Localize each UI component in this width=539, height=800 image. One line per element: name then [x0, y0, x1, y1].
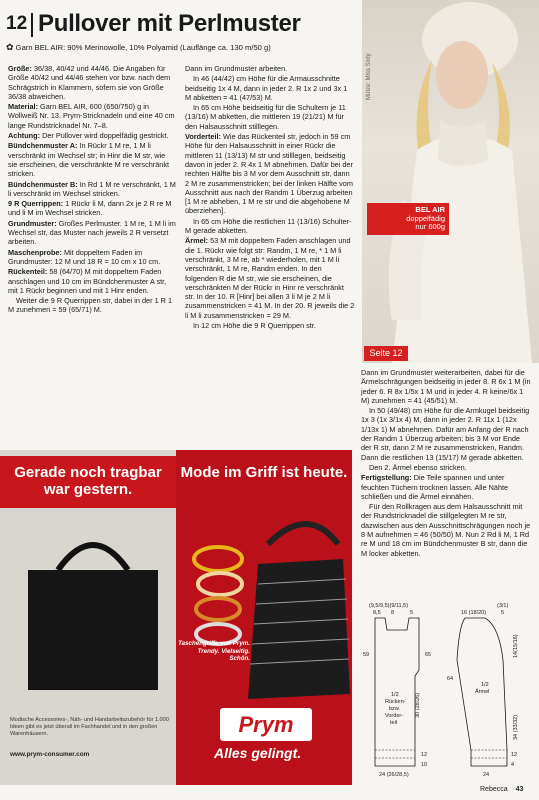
paragraph: Material: Garn BEL AIR, 600 (650/750) g in Wollweiß Nr. 13. Prym-Stricknadeln und eine 40 cm lange Rundstricknadel Nr. 7–8. [8, 102, 175, 130]
back-seg3: 5 [410, 610, 414, 616]
yarn-logo-icon: ✿ [6, 42, 14, 52]
back-seg2: 8 [391, 610, 395, 616]
prym-logo: Prym [220, 708, 312, 741]
paragraph: Bündchenmuster B: In Rd 1 M re verschränkt, 1 M li verschränkt im Wechsel stricken. [8, 179, 176, 198]
ad-url: www.prym-consumer.com [10, 751, 90, 758]
paragraph: In 46 (44/42) cm Höhe für die Armausschnitte beidseitig 1x 4 M, dann in jeder 2. R 1x 2 und 3x 1 M abketten = 41 (47/53) M. [185, 74, 348, 102]
paragraph: Weiter die 9 R Querrippen str, dabei in der 1 R 1 M zunehmen = 59 (65/71) M. [8, 296, 173, 315]
sleeve-h5: 4 [511, 762, 515, 768]
paragraph: Dann im Grundmuster arbeiten. [185, 64, 288, 73]
sleeve-h4: 12 [511, 752, 518, 758]
pattern-schematic [361, 600, 536, 782]
instructions-column-1 [8, 64, 176, 316]
paragraph: Maschenprobe: Mit doppeltem Faden im Grundmuster: 12 M und 18 R = 10 cm x 10 cm. [8, 247, 161, 266]
back-label-1: 1/2 [391, 692, 399, 698]
page-reference: Seite 12 [364, 346, 408, 361]
back-h5: 10 [421, 762, 428, 768]
sleeve-label-1: 1/2 [481, 682, 489, 688]
black-tote-bag-image [18, 530, 168, 700]
paragraph: Größe: 36/38, 40/42 und 44/46. Die Angaben für Größe 40/42 und 44/46 stehen vor bzw. nach dem Schrägstrich in Klammern, sofern sie von Größe 36/38 abweichen. [8, 64, 171, 101]
model-photo [362, 0, 539, 363]
ad-left-headline: Gerade noch tragbar war gestern. [0, 456, 176, 508]
paragraph: Bündchenmuster A: In Rückr 1 M re, 1 M li verschränkt im Wechsel str; in Hinr die M str, wie sie erscheinen, die verschränkte M re verschränkt stricken. [8, 141, 170, 179]
instructions-column-2 [185, 64, 355, 331]
prym-slogan: Alles gelingt. [214, 745, 302, 761]
back-h4: 12 [421, 752, 428, 758]
back-h2: 65 [425, 652, 432, 658]
yarn-line-text: Garn BEL AIR: 90% Merinowolle, 10% Polyamid (Lauflänge ca. 130 m/50 g) [15, 43, 271, 52]
sleeve-top-dim-3: 5 [501, 610, 505, 616]
paragraph: Vorderteil: Wie das Rückenteil str, jedoch in 59 cm Höhe für den Halsausschnitt in einer Rückr die mittleren 11 (13/13) M str und stilllegen, beidseitig davon in jeder 2. R 4x 1 M abnehmen. Dafür bei der rechten Hälfte bis 3 M vor dem Ausschnitt str, dann 2 M re zusammenstricken; bei der linken Hälfte vom Ausschnitt aus nach der Randm 1 Überzug arbeiten [1 M re abheben, 1 M re str und die abgehobene M überziehen]. [185, 132, 353, 216]
badge-text-2: nur 600g [415, 222, 445, 231]
sleeve-top-dim-2: (3/1) [497, 603, 509, 609]
page-number: 43 [515, 786, 524, 793]
back-label-4: Vorder- [385, 713, 404, 719]
paragraph: Fertigstellung: Die Teile spannen und unter feuchten Tüchern trocknen lassen. Alle Nähte schließen und die Ärmel einnähen. [361, 473, 509, 501]
paragraph: Ärmel: 53 M mit doppeltem Faden anschlagen und die 1. Rückr wie folgt str: Randm, 1 M re, * 1 M li verschränkt, 3 M re, ab * wiederholen, mit 1 M li verschränkt, 1 M re, Randm enden. In den folgenden R die M str, wie sie erscheinen, die verschränkten M der Rückr in Hinr re verschränkt str. In der 10. R [Hinr] bei allen 3 li M je 2 M li zusammenstricken = 41 M. In der 20. R jeweils die 2 li M li zusammenstricken = 29 M. [185, 236, 355, 320]
sleeve-h1: 64 [447, 676, 454, 682]
paragraph: In 65 cm Höhe beidseitig für die Schultern je 11 (13/16) M abketten, die mittleren 19 (21/21) M für den Halsausschnitt stilllegen. [185, 103, 346, 131]
paragraph: Achtung: Der Pullover wird doppelfädig gestrickt. [8, 131, 169, 141]
page-title: Pullover mit Perlmuster [38, 10, 301, 37]
sleeve-h3: 34 (33/32) [513, 714, 519, 740]
back-label-2: Rücken- [385, 699, 406, 705]
paragraph: 9 R Querrippen: 1 Rückr li M, dann 2x je 2 R re M und li M im Wechsel stricken. [8, 199, 172, 218]
magazine-name: Rebecca [480, 786, 508, 793]
back-label-3: bzw. [389, 706, 401, 712]
paragraph: Für den Rollkragen aus dem Halsausschnitt mit der Rundstricknadel die stillgelegten M re str, dazwischen aus den Ausschnittschrägungen noch je 8 M aufnehmen = 46 (50/50) M. Nun 2 Rd li M, 1 Rd re M und 18 cm im Bündchenmuster B str, dann die M locker abketten. [361, 502, 531, 558]
handle-caption: Taschengriffe von Prym. Trendy. Vielseitig. Schön. [178, 640, 250, 662]
sleeve-label-2: Ärmel [475, 689, 490, 695]
yarn-badge [367, 203, 449, 235]
back-h3: 30 (28/26) [415, 692, 421, 718]
paragraph: In 50 (49/48) cm Höhe für die Armkugel beidseitig 1x 3 (1x 3/1x 4) M, dann in jeder 2. R 11x 1 (12x 1/13x 1) M abnehmen. Dafür am Anfang der R nach der Randm 1 Überzug arbeiten; bis 3 M vor Ende der R str, dann 2 M re zusammenstricken, Randm. Dann die restlichen 13 (15/17) M gerade abketten. [361, 406, 530, 462]
photo-credit: Mütze: Miss Sixty [366, 53, 372, 100]
back-label-5: teil [390, 720, 398, 726]
back-top-dim: (9,5/9,5)(9/11,5) [369, 603, 409, 609]
paragraph: Grundmuster: Großes Perlmuster. 1 M re, 1 M li im Wechsel str, das Muster nach jeweils 2 R versetzt arbeiten. [8, 218, 176, 247]
paragraph: In 65 cm Höhe die restlichen 11 (13/16) Schulter-M gerade abketten. [185, 216, 352, 236]
ad-note: Modische Accessoires-, Näh- und Handarbeitszubehör für 1.000 Ideen gibt es jetzt überall im Fachhandel und in den großen Warenhäusern. [10, 717, 169, 737]
handbag-handles-image [178, 504, 350, 714]
paragraph: In 12 cm Höhe die 9 R Querrippen str. [193, 321, 316, 331]
paragraph: Dann im Grundmuster weiterarbeiten, dabei für die Ärmelschrägungen beidseitig in jeder 8. R 6x 1 M (in jeder 6. R 8x 1/5x 1 M und in jeder 4. R keine/6x 1 M) zunehmen = 41 (45/51) M. [361, 368, 531, 405]
title-divider [31, 13, 33, 37]
badge-text-1: doppelfädig [406, 213, 445, 223]
prym-advertisement [0, 450, 352, 785]
sleeve-h2: 14(15/16) [513, 634, 519, 658]
back-seg1: 8,5 [373, 610, 381, 616]
yarn-line [6, 42, 362, 53]
back-bottom-dim: 24 (26/28,5) [379, 772, 409, 778]
instructions-column-3 [361, 368, 531, 559]
paragraph: Rückenteil: 58 (64/70) M mit doppeltem Faden anschlagen und 10 cm im Bündchenmuster A str, mit 1 Rückr beginnen und mit 1 Hinr enden. [8, 267, 167, 295]
badge-brand: BEL AIR [415, 205, 445, 214]
model-illustration [362, 0, 539, 363]
ad-right-headline: Mode im Griff ist heute. [180, 464, 348, 481]
ad-left-panel [0, 450, 176, 785]
page-footer [480, 786, 523, 793]
sleeve-top-dim: 16 (18/20) [461, 610, 487, 616]
back-h1: 59 [363, 652, 370, 658]
sleeve-bottom-dim: 24 [483, 772, 490, 778]
recipe-number: 12 [6, 13, 28, 34]
paragraph: Den 2. Ärmel ebenso stricken. [369, 462, 467, 472]
